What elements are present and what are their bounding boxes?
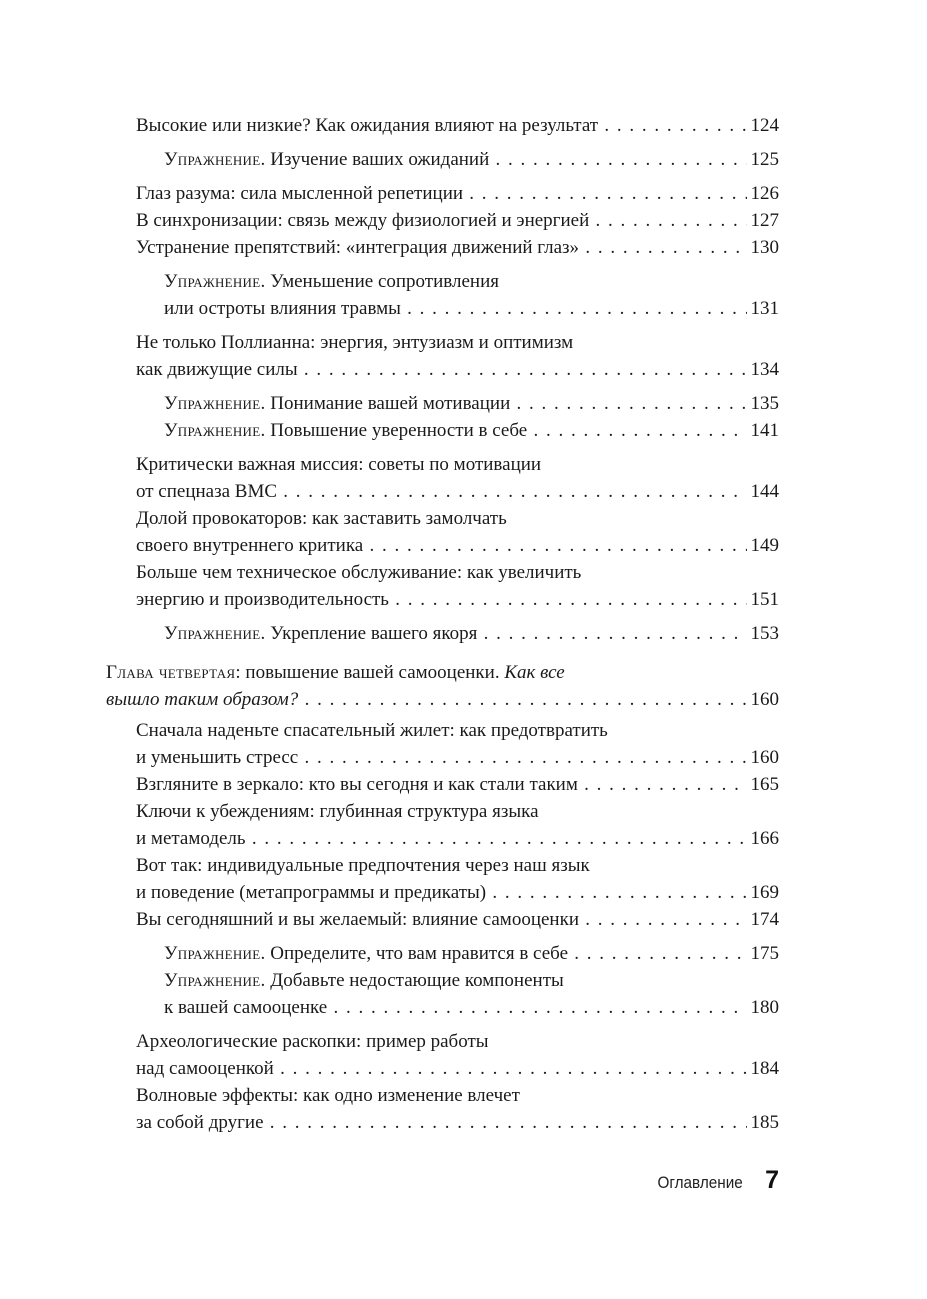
toc-exercise-entry: [164, 967, 779, 1021]
toc-entry-title: Критически важная миссия: советы по мотивации: [136, 454, 542, 475]
toc-page-number: 127: [747, 207, 780, 234]
toc-page-number: 134: [747, 356, 780, 383]
toc-entry-title: Долой провокаторов: как заставить замолчать: [136, 508, 507, 529]
toc-exercise-entry: [164, 146, 779, 173]
toc-entry: [136, 234, 779, 261]
toc-entry-title: Глаз разума: сила мысленной репетиции . . .: [136, 180, 779, 207]
exercise-label: Упражнение.: [164, 393, 266, 414]
toc-page-number: 160: [747, 686, 780, 713]
exercise-label: Упражнение.: [164, 420, 266, 441]
toc-entry-title: Добавьте недостающие компоненты: [265, 970, 564, 991]
toc-exercise-entry: [164, 390, 779, 417]
toc-entry: [136, 717, 779, 771]
toc-page-number: 149: [747, 532, 780, 559]
toc-entry-title: Понимание вашей мотивации: [265, 393, 511, 414]
exercise-label: Упражнение.: [164, 271, 266, 292]
toc-entry-title: Высокие или низкие? Как ожидания влияют на результат . . .: [136, 112, 779, 139]
toc-page-number: 125: [747, 146, 780, 173]
exercise-label: Упражнение.: [164, 623, 266, 644]
toc-page-number: 180: [747, 994, 780, 1021]
toc-entry-title-continued: и метамодель . . .: [136, 825, 779, 852]
chapter-subtitle: Как все: [504, 662, 565, 683]
toc-entry: [136, 1028, 779, 1082]
toc-entry-title: Взгляните в зеркало: кто вы сегодня и как стали таким . . .: [136, 771, 779, 798]
toc-page-number: 169: [747, 879, 780, 906]
toc-entry-title: Не только Поллианна: энергия, энтузиазм и оптимизм: [136, 332, 574, 353]
toc-entry-title: Уменьшение сопротивления: [265, 271, 499, 292]
exercise-label: Упражнение.: [164, 149, 266, 170]
toc-page-number: 166: [747, 825, 780, 852]
toc-entry: [136, 852, 779, 906]
toc-page-number: 184: [747, 1055, 780, 1082]
toc-entry-title-continued: энергию и производительность . . .: [136, 586, 779, 613]
toc-entry-title-continued: и поведение (метапрограммы и предикаты) . . .: [136, 879, 779, 906]
toc-entry-title-continued: к вашей самооценке . . .: [164, 994, 779, 1021]
toc-exercise-entry: [164, 620, 779, 647]
exercise-label: Упражнение.: [164, 943, 266, 964]
toc-entry-title: Ключи к убеждениям: глубинная структура языка: [136, 801, 539, 822]
toc-entry-title-continued: от спецназа ВМС . . .: [136, 478, 779, 505]
toc-entry-title-continued: над самооценкой . . .: [136, 1055, 779, 1082]
toc-entry-title: Вот так: индивидуальные предпочтения через наш язык: [136, 855, 590, 876]
page-footer: [648, 1166, 779, 1195]
toc-entry: [136, 771, 779, 798]
toc-entry-title: Больше чем техническое обслуживание: как увеличить: [136, 562, 582, 583]
toc-exercise-entry: [164, 268, 779, 322]
toc-entry: [136, 505, 779, 559]
running-footer-label: Оглавление: [657, 1173, 744, 1192]
toc-entry-title: Вы сегодняшний и вы желаемый: влияние самооценки . . .: [136, 906, 779, 933]
toc-page-number: 144: [747, 478, 780, 505]
toc-entry: [136, 906, 779, 933]
toc-entry-title-continued: своего внутреннего критика . . .: [136, 532, 779, 559]
toc-entry: [136, 451, 779, 505]
chapter-subtitle-continued: вышло таким образом?: [106, 689, 299, 710]
toc-page-number: 130: [747, 234, 780, 261]
toc-page-number: 151: [747, 586, 780, 613]
toc-page-number: 124: [747, 112, 780, 139]
toc-page-number: 160: [747, 744, 780, 771]
toc-page-number: 165: [747, 771, 780, 798]
toc-entry-title: Археологические раскопки: пример работы: [136, 1031, 489, 1052]
toc-entry: [136, 180, 779, 207]
toc-page-number: 174: [747, 906, 780, 933]
toc-page-number: 135: [747, 390, 780, 417]
toc-page-number: 141: [747, 417, 780, 444]
toc-entry: [136, 329, 779, 383]
toc-entry: [136, 112, 779, 139]
chapter-title: : повышение вашей самооценки.: [235, 662, 505, 683]
toc-chapter-entry: [106, 659, 779, 713]
toc-page-number: 126: [747, 180, 780, 207]
toc-entry-title: Сначала наденьте спасательный жилет: как предотвратить: [136, 720, 608, 741]
toc-page-number: 153: [747, 620, 780, 647]
toc-entry-title-continued: и уменьшить стресс . . .: [136, 744, 779, 771]
page-number: 7: [765, 1166, 779, 1194]
toc-entry-title-continued: или остроты влияния травмы . . .: [164, 295, 779, 322]
toc-entry-title: В синхронизации: связь между физиологией и энергией . . .: [136, 207, 779, 234]
toc-entry-title: Волновые эффекты: как одно изменение влечет: [136, 1085, 520, 1106]
table-of-contents: [0, 112, 927, 1136]
toc-entry-title: Устранение препятствий: «интеграция движений глаз» . . .: [136, 234, 779, 261]
toc-entry: [136, 207, 779, 234]
toc-entry: [136, 1082, 779, 1136]
toc-entry: [136, 559, 779, 613]
toc-entry-title: Укрепление вашего якоря: [265, 623, 478, 644]
toc-page-number: 131: [747, 295, 780, 322]
toc-page-number: 185: [747, 1109, 780, 1136]
toc-page-number: 175: [747, 940, 780, 967]
toc-entry-title: Повышение уверенности в себе: [265, 420, 528, 441]
toc-exercise-entry: [164, 417, 779, 444]
toc-exercise-entry: [164, 940, 779, 967]
toc-entry-title: Определите, что вам нравится в себе: [265, 943, 569, 964]
exercise-label: Упражнение.: [164, 970, 266, 991]
toc-entry-title-continued: как движущие силы . . .: [136, 356, 779, 383]
toc-entry-title: Изучение ваших ожиданий: [265, 149, 490, 170]
toc-entry: [136, 798, 779, 852]
toc-entry-title-continued: за собой другие . . .: [136, 1109, 779, 1136]
chapter-label: Глава четвертая: [106, 662, 236, 683]
